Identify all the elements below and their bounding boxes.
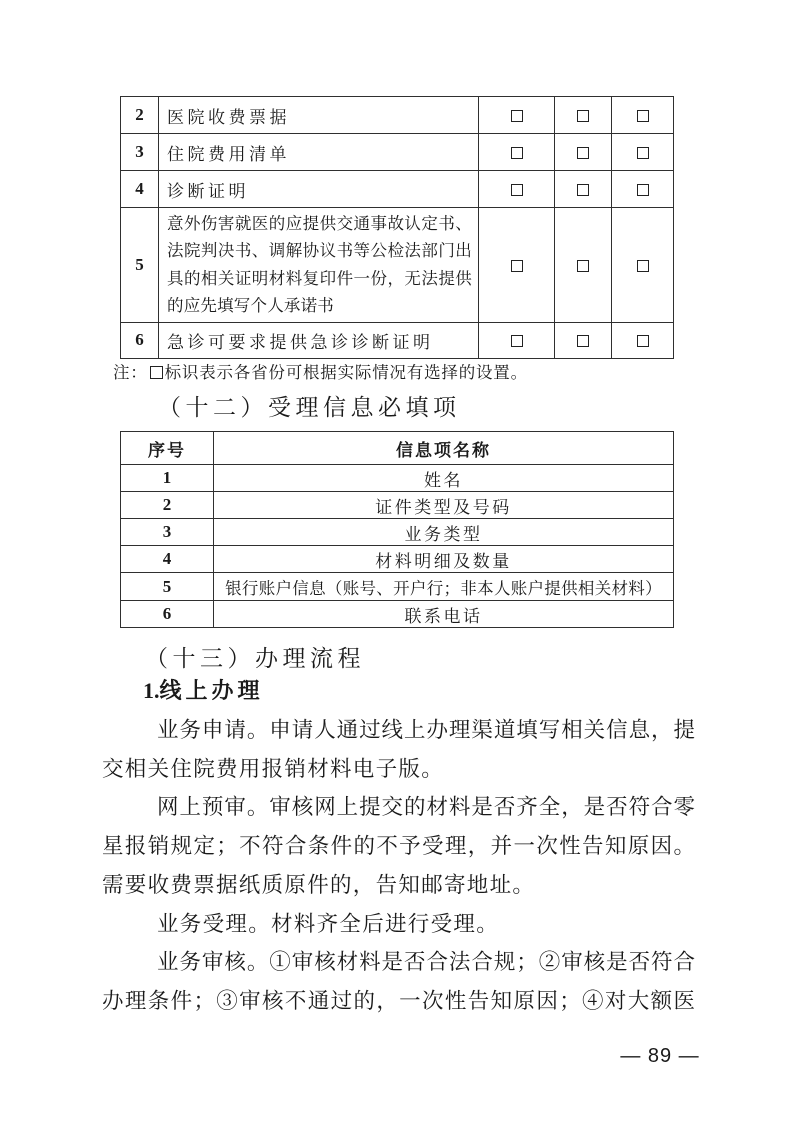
checkbox-cell xyxy=(612,134,674,171)
column-header-seq: 序号 xyxy=(121,432,214,465)
info-item-name: 证件类型及号码 xyxy=(214,492,674,519)
paragraph-line: 需要收费票据纸质原件的，告知邮寄地址。 xyxy=(102,872,536,897)
body-text xyxy=(102,711,695,1021)
table-row xyxy=(121,465,674,492)
info-item-name: 材料明细及数量 xyxy=(214,546,674,573)
table-row xyxy=(121,97,674,134)
table-footnote xyxy=(113,359,528,383)
checkbox-icon xyxy=(637,260,649,272)
material-name: 医院收费票据 xyxy=(159,97,479,134)
table-row xyxy=(121,519,674,546)
table-row xyxy=(121,492,674,519)
info-item-name: 联系电话 xyxy=(214,601,674,628)
checkbox-icon xyxy=(577,335,589,347)
material-name: 诊断证明 xyxy=(159,171,479,208)
checkbox-icon xyxy=(150,366,163,379)
checkbox-cell xyxy=(612,208,674,323)
row-number: 1 xyxy=(121,465,214,492)
material-name: 意外伤害就医的应提供交通事故认定书、法院判决书、调解协议书等公检法部门出具的相关证明材料复印件一份，无法提供的应先填写个人承诺书 xyxy=(159,208,479,323)
checkbox-cell xyxy=(612,171,674,208)
section-heading-13: （十三）办理流程 xyxy=(145,646,365,671)
paragraph-line: 业务申请。申请人通过线上办理渠道填写相关信息，提 xyxy=(157,718,695,742)
paragraph-line: 交相关住院费用报销材料电子版。 xyxy=(102,756,445,781)
checkbox-icon xyxy=(637,110,649,122)
table-row xyxy=(121,322,674,358)
table-row xyxy=(121,208,674,323)
material-name: 急诊可要求提供急诊诊断证明 xyxy=(159,322,479,358)
paragraph-line: 星报销规定；不符合条件的不予受理，并一次性告知原因。 xyxy=(102,834,695,859)
row-number: 4 xyxy=(121,546,214,573)
checkbox-cell xyxy=(479,171,555,208)
checkbox-cell xyxy=(479,208,555,323)
table-row xyxy=(121,601,674,628)
checkbox-cell xyxy=(555,134,612,171)
paragraph-line: 业务受理。材料齐全后进行受理。 xyxy=(157,911,500,936)
row-number: 5 xyxy=(121,573,214,601)
checkbox-icon xyxy=(511,184,523,196)
paragraph-line: 办理条件；③审核不通过的，一次性告知原因；④对大额医 xyxy=(102,988,695,1013)
row-number: 6 xyxy=(121,322,159,358)
row-number: 2 xyxy=(121,492,214,519)
checkbox-icon xyxy=(577,260,589,272)
row-number: 6 xyxy=(121,601,214,628)
checkbox-cell xyxy=(555,171,612,208)
table-row xyxy=(121,134,674,171)
checkbox-cell xyxy=(555,208,612,323)
paragraph-line: 业务审核。①审核材料是否合法合规；②审核是否符合 xyxy=(157,950,695,975)
info-item-name: 银行账户信息（账号、开户行；非本人账户提供相关材料） xyxy=(214,573,674,601)
subsection-number: 1. xyxy=(143,678,160,703)
row-number: 2 xyxy=(121,97,159,134)
subsection-heading-online xyxy=(143,674,264,705)
checkbox-icon xyxy=(637,147,649,159)
checkbox-cell xyxy=(479,322,555,358)
table-row xyxy=(121,573,674,601)
paragraph-line: 网上预审。审核网上提交的材料是否齐全，是否符合零 xyxy=(157,795,695,820)
row-number: 4 xyxy=(121,171,159,208)
row-number: 3 xyxy=(121,134,159,171)
subsection-label: 线上办理 xyxy=(159,678,264,703)
table-header-row xyxy=(121,432,674,465)
row-number: 3 xyxy=(121,519,214,546)
footnote-prefix: 注： xyxy=(113,363,148,382)
footnote-text: 标识表示各省份可根据实际情况有选择的设置。 xyxy=(164,363,528,382)
checkbox-icon xyxy=(511,335,523,347)
checkbox-icon xyxy=(511,260,523,272)
checkbox-cell xyxy=(612,97,674,134)
info-item-name: 业务类型 xyxy=(214,519,674,546)
checkbox-icon xyxy=(637,184,649,196)
checkbox-icon xyxy=(637,335,649,347)
checkbox-cell xyxy=(612,322,674,358)
page-number: — 89 — xyxy=(620,1045,700,1067)
checkbox-cell xyxy=(555,97,612,134)
checkbox-cell xyxy=(479,97,555,134)
table-row xyxy=(121,171,674,208)
checkbox-cell xyxy=(555,322,612,358)
table-row xyxy=(121,546,674,573)
info-item-name: 姓名 xyxy=(214,465,674,492)
row-number: 5 xyxy=(121,208,159,323)
material-name: 住院费用清单 xyxy=(159,134,479,171)
checkbox-icon xyxy=(577,147,589,159)
checkbox-cell xyxy=(479,134,555,171)
checkbox-icon xyxy=(577,184,589,196)
required-info-table xyxy=(120,431,674,628)
checkbox-icon xyxy=(511,110,523,122)
column-header-name: 信息项名称 xyxy=(214,432,674,465)
checkbox-icon xyxy=(511,147,523,159)
material-checklist-table xyxy=(120,96,674,359)
section-heading-12: （十二）受理信息必填项 xyxy=(158,395,461,420)
checkbox-icon xyxy=(577,110,589,122)
